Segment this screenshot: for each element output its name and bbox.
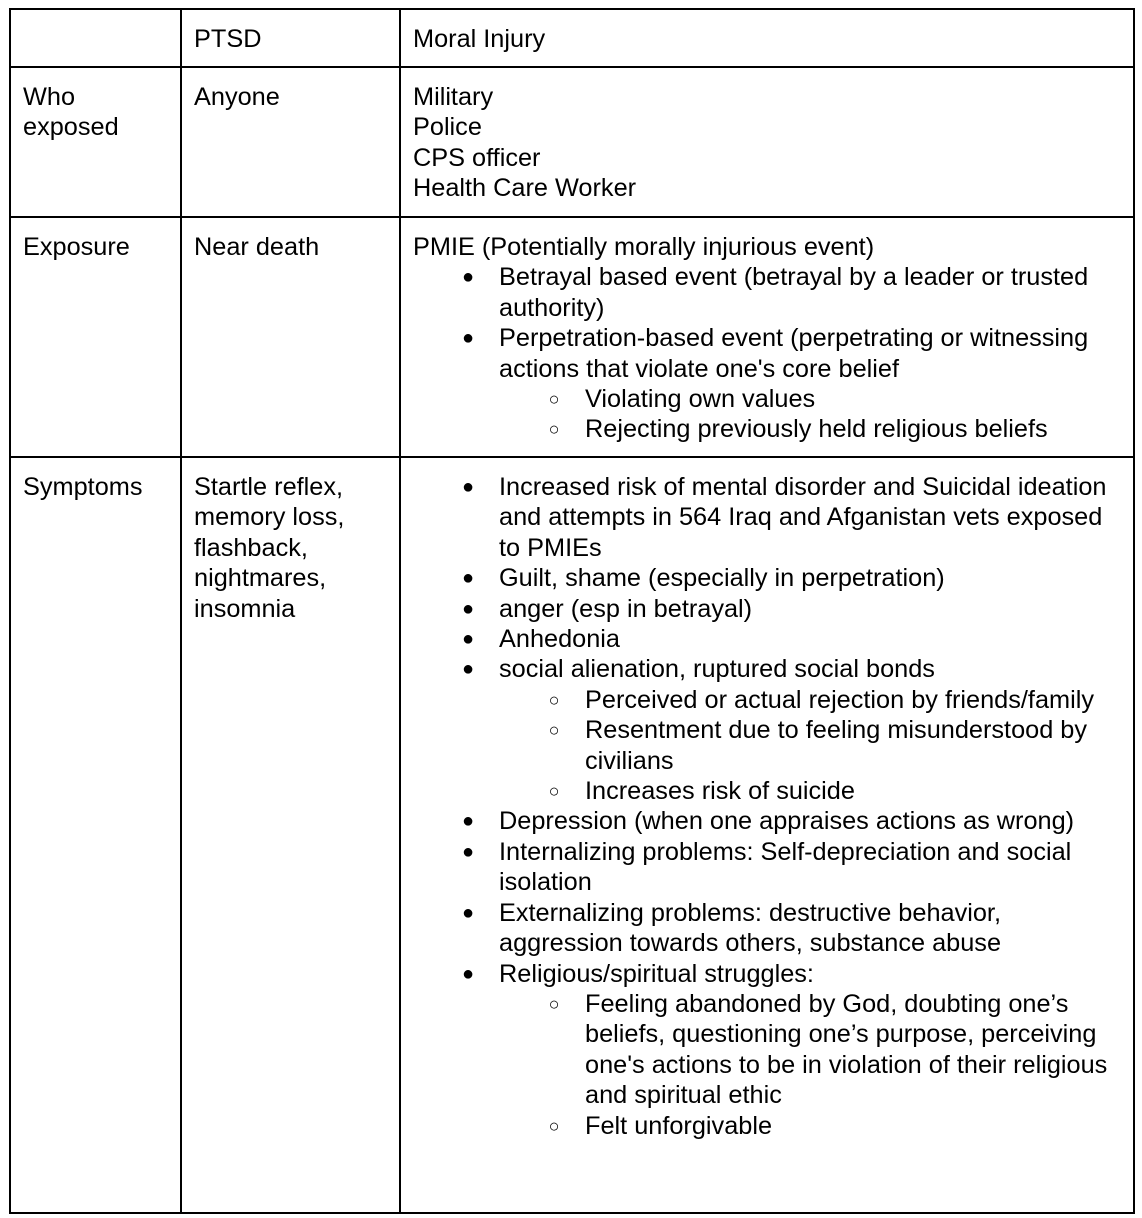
bullet-icon: ● bbox=[461, 901, 475, 924]
bullet-icon: ● bbox=[461, 327, 475, 350]
ptsd-symptoms: Startle reflex, memory loss, flashback, nightmares, insomnia bbox=[181, 457, 400, 1213]
moral-exposure bbox=[400, 217, 1134, 457]
circle-bullet-icon: ○ bbox=[548, 993, 560, 1014]
list-item-text: anger (esp in betrayal) bbox=[499, 594, 753, 623]
row-label-symptoms: Symptoms bbox=[10, 457, 181, 1213]
bullet-icon: ● bbox=[461, 597, 475, 620]
bullet-icon: ● bbox=[461, 628, 475, 651]
list-item bbox=[413, 654, 1121, 806]
bullet-icon: ● bbox=[461, 810, 475, 833]
list-item bbox=[413, 898, 1121, 959]
sub-list-item bbox=[499, 715, 1121, 776]
list-item bbox=[413, 262, 1121, 323]
list-item-text: Depression (when one appraises actions as wrong) bbox=[499, 807, 1075, 836]
bullet-icon: ● bbox=[461, 962, 475, 985]
bullet-icon: ● bbox=[461, 476, 475, 498]
circle-bullet-icon: ○ bbox=[548, 419, 560, 440]
list-item bbox=[413, 806, 1121, 836]
ptsd-who-exposed: Anyone bbox=[181, 67, 400, 217]
sub-list-item bbox=[499, 1111, 1121, 1141]
sub-list-item-text: Increases risk of suicide bbox=[585, 777, 855, 806]
sub-list-item bbox=[499, 414, 1121, 444]
moral-symptoms bbox=[400, 457, 1134, 1213]
list-item bbox=[413, 594, 1121, 624]
list-item bbox=[413, 472, 1121, 563]
list-item bbox=[413, 837, 1121, 898]
row-label-who-exposed: Who exposed bbox=[10, 67, 181, 217]
sub-list bbox=[413, 989, 1121, 1141]
sub-list-item bbox=[499, 989, 1121, 1111]
list-item bbox=[413, 624, 1121, 654]
ptsd-exposure: Near death bbox=[181, 217, 400, 457]
moral-who-item: Police bbox=[413, 113, 482, 142]
sub-list bbox=[413, 685, 1121, 807]
moral-who-item: Military bbox=[413, 83, 494, 111]
circle-bullet-icon: ○ bbox=[548, 1115, 560, 1136]
bullet-icon: ● bbox=[461, 266, 475, 289]
table-row-who-exposed bbox=[10, 67, 1134, 217]
comparison-table bbox=[9, 8, 1135, 1214]
bullet-icon: ● bbox=[461, 567, 475, 590]
sub-list-item-text: Violating own values bbox=[585, 385, 816, 414]
sub-list-item-text: Felt unforgivable bbox=[585, 1111, 773, 1140]
list-item bbox=[413, 563, 1121, 593]
moral-who-item: Health Care Worker bbox=[413, 174, 637, 203]
header-moral-injury: Moral Injury bbox=[400, 9, 1134, 67]
sub-list bbox=[413, 384, 1121, 445]
pmie-intro: PMIE (Potentially morally injurious event) bbox=[413, 233, 875, 261]
list-item bbox=[413, 323, 1121, 445]
list-item-text: Externalizing problems: destructive behavior, aggression towards others, substance abuse bbox=[499, 898, 1002, 958]
exposure-list bbox=[413, 262, 1121, 444]
moral-who-exposed bbox=[400, 67, 1134, 217]
list-item bbox=[413, 959, 1121, 1141]
sub-list-item-text: Perceived or actual rejection by friends/family bbox=[585, 685, 1094, 714]
sub-list-item-text: Rejecting previously held religious beliefs bbox=[585, 415, 1048, 444]
table-row-symptoms bbox=[10, 457, 1134, 1213]
list-item-text: Guilt, shame (especially in perpetration) bbox=[499, 564, 945, 593]
list-item-text: Religious/spiritual struggles: bbox=[499, 959, 814, 988]
circle-bullet-icon: ○ bbox=[548, 689, 560, 710]
table-row-exposure bbox=[10, 217, 1134, 457]
list-item-text: Anhedonia bbox=[499, 625, 620, 654]
bullet-icon: ● bbox=[461, 840, 475, 863]
bullet-icon: ● bbox=[461, 658, 475, 681]
circle-bullet-icon: ○ bbox=[548, 781, 560, 802]
symptoms-list bbox=[413, 472, 1121, 1141]
row-label-exposure: Exposure bbox=[10, 217, 181, 457]
list-item-text: Betrayal based event (betrayal by a leader or trusted authority) bbox=[499, 263, 1089, 322]
sub-list-item bbox=[499, 384, 1121, 414]
list-item-text: Internalizing problems: Self-depreciation and social isolation bbox=[499, 837, 1072, 897]
header-row bbox=[10, 9, 1134, 67]
list-item-text: Increased risk of mental disorder and Suicidal ideation and attempts in 564 Iraq and Afganistan vets exposed to PMIEs bbox=[499, 473, 1107, 562]
list-item-text: Perpetration-based event (perpetrating or witnessing actions that violate one's core belief bbox=[499, 324, 1089, 383]
circle-bullet-icon: ○ bbox=[548, 720, 560, 741]
sub-list-item-text: Feeling abandoned by God, doubting one’s beliefs, questioning one’s purpose, perceiving one's actions to be in violation of their religious and spiritual ethic bbox=[585, 989, 1108, 1110]
list-item-text: social alienation, ruptured social bonds bbox=[499, 655, 935, 684]
sub-list-item-text: Resentment due to feeling misunderstood by civilians bbox=[585, 716, 1088, 775]
header-empty-cell bbox=[10, 9, 181, 67]
header-ptsd: PTSD bbox=[181, 9, 400, 67]
sub-list-item bbox=[499, 776, 1121, 806]
circle-bullet-icon: ○ bbox=[548, 389, 560, 410]
sub-list-item bbox=[499, 685, 1121, 715]
moral-who-item: CPS officer bbox=[413, 143, 541, 172]
